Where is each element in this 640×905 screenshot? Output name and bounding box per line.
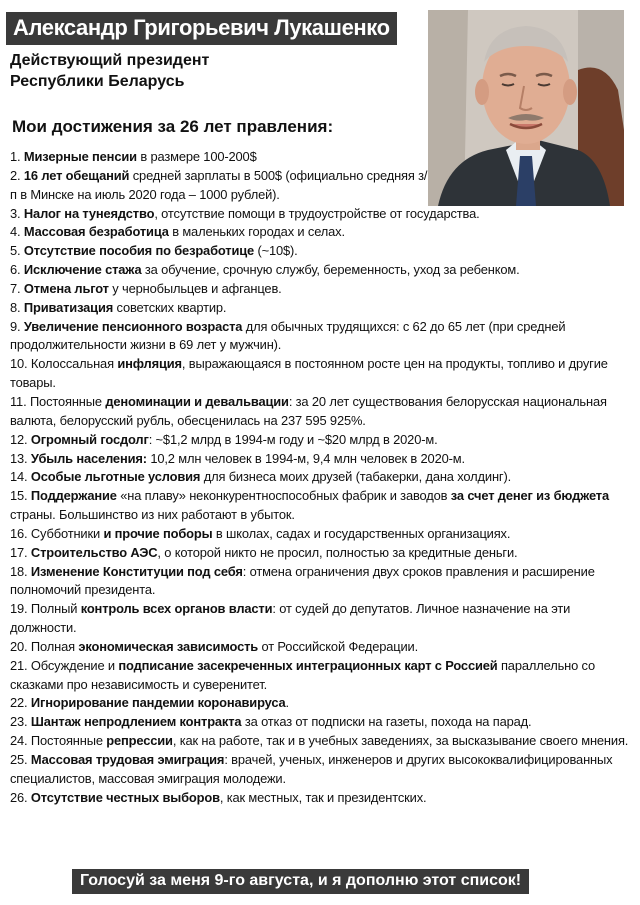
achievement-text: «на плаву» неконкурентноспособных фабрик и заводов	[116, 488, 451, 504]
achievement-item	[10, 544, 632, 563]
achievement-text: : врачей, ученых, инженеров и других высококвалифицированных специалистов, массовая эмиграция молодежи.	[10, 752, 613, 786]
achievement-item	[10, 563, 632, 601]
achievement-highlight: Налог на тунеядство	[23, 205, 155, 221]
achievement-text: в размере 100-200$	[136, 149, 257, 164]
achievement-item	[10, 487, 632, 525]
achievement-highlight: 16 лет обещаний	[23, 167, 130, 183]
achievement-text: , как на работе, так и в учебных заведениях, за высказывание своего мнения.	[172, 733, 629, 749]
achievement-highlight: Шантаж непродлением контракта	[30, 714, 242, 730]
achievement-text: для бизнеса моих друзей (табакерки, дана холдинг).	[200, 469, 512, 485]
achievement-item	[10, 261, 632, 280]
achievement-item	[10, 148, 428, 167]
achievement-item	[10, 468, 632, 487]
achievement-highlight: Отмена льгот	[23, 280, 109, 296]
president-name: Александр Григорьевич Лукашенко	[13, 15, 390, 40]
achievement-text: 22.	[10, 695, 31, 711]
footer-text: Голосуй за меня 9-го августа, и я дополню этот список!	[80, 872, 522, 889]
achievement-item	[10, 657, 632, 695]
achievement-text: 6.	[10, 262, 24, 278]
achievements-heading: Мои достижения за 26 лет правления:	[12, 117, 334, 136]
achievement-item	[10, 393, 632, 431]
achievement-text: 9.	[10, 318, 24, 334]
achievement-text: 12.	[10, 431, 31, 447]
achievement-text: (~10$).	[254, 243, 298, 259]
achievement-text: 10,2 млн человек в 1994-м, 9,4 млн человек в 2020-м.	[146, 450, 465, 466]
achievement-highlight: репрессии	[106, 733, 173, 749]
achievement-item	[10, 525, 632, 544]
achievement-item	[10, 280, 632, 299]
achievement-text: в маленьких городах и селах.	[168, 224, 345, 240]
achievement-text: , как местных, так и президентских.	[219, 789, 427, 805]
achievement-item	[10, 167, 428, 205]
subtitle	[10, 50, 209, 92]
subtitle-line-2: Республики Беларусь	[10, 73, 185, 90]
achievement-text: от Российской Федерации.	[258, 638, 419, 654]
achievement-item	[10, 789, 632, 808]
achievement-item	[10, 600, 632, 638]
achievement-text: 20. Полная	[10, 638, 79, 654]
achievement-text: советских квартир.	[113, 299, 227, 315]
achievement-item	[10, 242, 632, 261]
achievement-text: 17.	[10, 544, 31, 560]
achievement-text: : от судей до депутатов. Личное назначение на эти должности.	[10, 601, 571, 636]
achievement-text: 26.	[10, 789, 31, 805]
achievement-item	[10, 713, 632, 732]
achievement-item	[10, 751, 632, 789]
achievement-text: , о которой никто не просил, полностью за кредитные деньги.	[157, 544, 518, 560]
achievement-text: 7.	[10, 280, 24, 296]
achievement-text: у чернобыльцев и афганцев.	[108, 280, 282, 296]
achievement-text: 8.	[10, 299, 24, 315]
achievement-text: , выражающаяся в постоянном росте цен на продукты, топливо и другие товары.	[10, 356, 608, 391]
achievement-item	[10, 355, 632, 393]
achievements-list	[10, 148, 632, 808]
achievement-highlight: Убыль населения:	[30, 450, 147, 466]
achievement-text: 23.	[10, 714, 31, 730]
achievement-text: 21. Обсуждение и	[10, 657, 119, 673]
achievement-text: : ~$1,2 млрд в 1994-м году и ~$20 млрд в 2020-м.	[148, 431, 438, 447]
achievement-item	[10, 299, 632, 318]
name-banner	[6, 12, 397, 45]
achievement-item	[10, 694, 632, 713]
achievement-highlight: Мизерные пенсии	[23, 149, 137, 164]
achievement-highlight: Массовая трудовая эмиграция	[30, 752, 225, 767]
achievement-highlight: инфляция	[117, 356, 182, 372]
achievement-text: 18.	[10, 563, 31, 579]
achievement-text: 4.	[10, 224, 24, 240]
achievement-text: для обычных трудящихся: с 62 до 65 лет (при средней продолжительности жизни в 69 лет у мужчин).	[10, 318, 566, 353]
achievement-text: за отказ от подписки на газеты, похода на парад.	[241, 714, 532, 730]
achievement-text: , отсутствие помощи в трудоустройстве от государства.	[154, 205, 480, 221]
achievement-text: средней зарплаты в 500$ (официально средняя з/п в Минске на июль 2020 года – 1000 рублей).	[10, 167, 428, 202]
achievement-highlight: контроль всех органов власти	[80, 601, 273, 617]
achievement-text: 15.	[10, 488, 31, 504]
achievement-highlight: Увеличение пенсионного возраста	[23, 318, 243, 334]
achievement-text: : за 20 лет существования белорусская национальная валюта, белорусский рубль, обесценилась на 237 595 925%.	[10, 393, 607, 428]
achievement-text: 3.	[10, 205, 24, 221]
achievement-text: страны. Большинство из них работают в убыток.	[10, 507, 295, 523]
achievement-highlight: подписание засекреченных интеграционных карт с Россией	[118, 657, 498, 673]
achievement-highlight: и прочие поборы	[103, 525, 213, 541]
achievement-text: .	[285, 695, 289, 711]
achievement-text: 13.	[10, 450, 31, 466]
achievement-text: в школах, садах и государственных организациях.	[212, 525, 511, 541]
achievement-highlight: Строительство АЭС	[30, 544, 158, 560]
achievement-highlight: экономическая зависимость	[78, 638, 259, 654]
achievement-highlight: Исключение стажа	[23, 262, 142, 278]
achievement-item	[10, 450, 632, 469]
footer-banner	[72, 869, 529, 894]
achievement-text: 24. Постоянные	[10, 733, 107, 749]
achievement-item	[10, 205, 632, 224]
achievement-text: 2.	[10, 167, 24, 183]
achievement-text: 10. Колоссальная	[10, 356, 118, 372]
achievement-text: 5.	[10, 243, 24, 259]
achievement-item	[10, 431, 632, 450]
achievement-text: 25.	[10, 752, 31, 767]
achievement-highlight: Отсутствие честных выборов	[30, 789, 220, 805]
achievement-highlight: деноминации и девальвации	[105, 393, 289, 409]
achievement-text: за обучение, срочную службу, беременность, уход за ребенком.	[141, 262, 520, 278]
achievement-highlight: Поддержание	[30, 488, 117, 504]
achievement-text: 11. Постоянные	[10, 393, 106, 409]
achievement-highlight: Игнорирование пандемии коронавируса	[30, 695, 286, 711]
achievement-highlight: Приватизация	[23, 299, 114, 315]
achievement-highlight: Огромный госдолг	[30, 431, 149, 447]
achievement-text: 19. Полный	[10, 601, 81, 617]
achievement-highlight: Массовая безработица	[23, 224, 169, 240]
achievement-text: : отмена ограничения двух сроков правления и расширение полномочий президента.	[10, 563, 595, 598]
subtitle-line-1: Действующий президент	[10, 52, 210, 69]
achievement-text: параллельно со сказками про независимость и суверенитет.	[10, 657, 596, 692]
achievement-highlight: Отсутствие пособия по безработице	[23, 243, 255, 259]
achievement-highlight: за счет денег из бюджета	[450, 488, 609, 504]
achievement-highlight: Изменение Конституции под себя	[30, 563, 243, 579]
achievement-item	[10, 318, 632, 356]
achievement-item	[10, 638, 632, 657]
achievement-item	[10, 732, 632, 751]
achievement-text: 1.	[10, 149, 24, 164]
achievement-item	[10, 223, 632, 242]
achievement-text: 16. Субботники	[10, 525, 104, 541]
achievement-highlight: Особые льготные условия	[30, 469, 201, 485]
achievement-text: 14.	[10, 469, 31, 485]
